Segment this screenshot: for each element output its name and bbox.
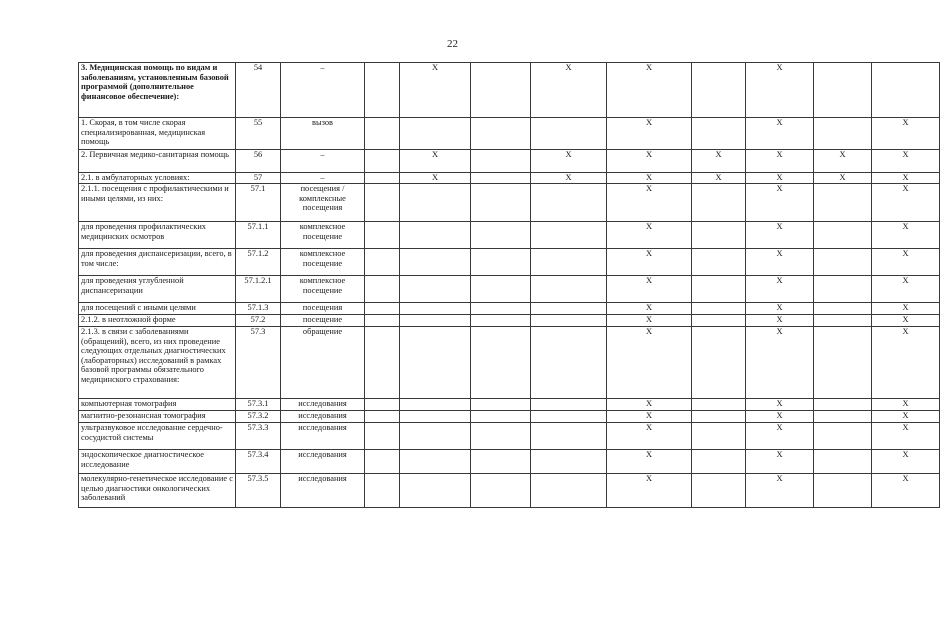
value-cell: X: [814, 173, 872, 184]
value-cell: [531, 303, 607, 315]
value-cell: [692, 399, 746, 411]
row-name-cell: 2.1.1. посещения с профилактическими и иными целями, из них:: [79, 184, 236, 222]
row-unit-cell: комплексное посещение: [281, 276, 365, 303]
value-cell: X: [607, 327, 692, 399]
row-name-cell: 3. Медицинская помощь по видам и заболеваниям, установленным базовой программой (дополнительное финансовое обеспечение):: [79, 63, 236, 118]
row-number-cell: 57.2: [236, 315, 281, 327]
value-cell: [814, 411, 872, 423]
value-cell: [471, 118, 531, 150]
value-cell: [471, 222, 531, 249]
value-cell: [692, 411, 746, 423]
value-cell: X: [400, 173, 471, 184]
value-cell: [400, 249, 471, 276]
value-cell: X: [746, 399, 814, 411]
value-cell: X: [607, 315, 692, 327]
value-cell: X: [746, 184, 814, 222]
value-cell: [814, 450, 872, 474]
row-name-cell: для проведения профилактических медицинских осмотров: [79, 222, 236, 249]
value-cell: [531, 184, 607, 222]
value-cell: X: [400, 63, 471, 118]
row-name-cell: для проведения углубленной диспансеризации: [79, 276, 236, 303]
value-cell: [692, 118, 746, 150]
value-cell: [365, 184, 400, 222]
value-cell: X: [607, 423, 692, 450]
row-unit-cell: посещения: [281, 303, 365, 315]
value-cell: [692, 303, 746, 315]
value-cell: X: [607, 173, 692, 184]
row-number-cell: 57.3: [236, 327, 281, 399]
data-table: [78, 62, 940, 508]
value-cell: [471, 150, 531, 173]
value-cell: X: [872, 303, 940, 315]
value-cell: X: [607, 276, 692, 303]
value-cell: [471, 474, 531, 508]
value-cell: X: [872, 399, 940, 411]
row-number-cell: 57.3.2: [236, 411, 281, 423]
row-number-cell: 54: [236, 63, 281, 118]
table-row: [79, 474, 940, 508]
value-cell: [471, 399, 531, 411]
value-cell: X: [746, 222, 814, 249]
table-row: [79, 118, 940, 150]
value-cell: X: [872, 450, 940, 474]
value-cell: [365, 423, 400, 450]
value-cell: X: [746, 63, 814, 118]
row-name-cell: 1. Скорая, в том числе скорая специализированная, медицинская помощь: [79, 118, 236, 150]
value-cell: [400, 399, 471, 411]
row-unit-cell: исследования: [281, 399, 365, 411]
value-cell: [531, 276, 607, 303]
value-cell: X: [607, 399, 692, 411]
value-cell: [692, 276, 746, 303]
value-cell: [365, 303, 400, 315]
value-cell: [692, 423, 746, 450]
value-cell: X: [872, 276, 940, 303]
value-cell: [365, 411, 400, 423]
table-row: [79, 184, 940, 222]
value-cell: [365, 173, 400, 184]
value-cell: [814, 184, 872, 222]
value-cell: [872, 63, 940, 118]
row-number-cell: 57.1.1: [236, 222, 281, 249]
value-cell: X: [607, 249, 692, 276]
row-unit-cell: комплексное посещение: [281, 249, 365, 276]
row-number-cell: 57.3.4: [236, 450, 281, 474]
value-cell: X: [607, 63, 692, 118]
value-cell: X: [531, 173, 607, 184]
value-cell: [814, 63, 872, 118]
value-cell: X: [531, 150, 607, 173]
value-cell: [365, 150, 400, 173]
value-cell: X: [692, 173, 746, 184]
value-cell: [471, 411, 531, 423]
value-cell: [531, 411, 607, 423]
row-unit-cell: –: [281, 173, 365, 184]
value-cell: [400, 450, 471, 474]
value-cell: X: [607, 411, 692, 423]
value-cell: X: [872, 474, 940, 508]
value-cell: X: [746, 249, 814, 276]
value-cell: [814, 399, 872, 411]
value-cell: [400, 222, 471, 249]
value-cell: [400, 184, 471, 222]
row-name-cell: молекулярно-генетическое исследование с целью диагностики онкологических заболеваний: [79, 474, 236, 508]
value-cell: X: [872, 184, 940, 222]
row-number-cell: 57: [236, 173, 281, 184]
value-cell: [365, 63, 400, 118]
value-cell: X: [872, 423, 940, 450]
value-cell: [365, 327, 400, 399]
value-cell: [471, 303, 531, 315]
row-name-cell: 2.1.2. в неотложной форме: [79, 315, 236, 327]
row-unit-cell: исследования: [281, 423, 365, 450]
table-row: [79, 423, 940, 450]
value-cell: [365, 222, 400, 249]
value-cell: [692, 222, 746, 249]
row-number-cell: 57.1.2: [236, 249, 281, 276]
value-cell: [692, 474, 746, 508]
value-cell: X: [746, 173, 814, 184]
value-cell: [400, 276, 471, 303]
value-cell: [531, 474, 607, 508]
value-cell: [471, 327, 531, 399]
table-row: [79, 303, 940, 315]
row-unit-cell: посещения / комплексные посещения: [281, 184, 365, 222]
page-number: 22: [447, 38, 458, 50]
value-cell: [814, 423, 872, 450]
value-cell: X: [692, 150, 746, 173]
row-unit-cell: –: [281, 63, 365, 118]
value-cell: [531, 222, 607, 249]
row-unit-cell: обращение: [281, 327, 365, 399]
value-cell: [692, 450, 746, 474]
row-name-cell: ультразвуковое исследование сердечно-сосудистой системы: [79, 423, 236, 450]
row-number-cell: 55: [236, 118, 281, 150]
value-cell: X: [607, 184, 692, 222]
value-cell: [692, 249, 746, 276]
value-cell: [814, 249, 872, 276]
value-cell: [531, 315, 607, 327]
value-cell: X: [607, 118, 692, 150]
value-cell: [531, 423, 607, 450]
value-cell: [365, 399, 400, 411]
value-cell: [365, 474, 400, 508]
value-cell: [531, 249, 607, 276]
table-row: [79, 450, 940, 474]
value-cell: X: [872, 222, 940, 249]
table-row: [79, 222, 940, 249]
value-cell: [365, 315, 400, 327]
table-row: [79, 150, 940, 173]
row-unit-cell: исследования: [281, 411, 365, 423]
table-row: [79, 399, 940, 411]
value-cell: [814, 315, 872, 327]
value-cell: X: [746, 327, 814, 399]
value-cell: X: [872, 173, 940, 184]
value-cell: [365, 276, 400, 303]
value-cell: X: [607, 303, 692, 315]
value-cell: [400, 411, 471, 423]
row-name-cell: 2. Первичная медико-санитарная помощь: [79, 150, 236, 173]
row-unit-cell: –: [281, 150, 365, 173]
value-cell: X: [607, 150, 692, 173]
value-cell: X: [872, 315, 940, 327]
value-cell: [400, 118, 471, 150]
table-row: [79, 315, 940, 327]
value-cell: [692, 63, 746, 118]
value-cell: [814, 303, 872, 315]
table-row: [79, 63, 940, 118]
value-cell: [471, 173, 531, 184]
value-cell: X: [872, 327, 940, 399]
row-unit-cell: комплексное посещение: [281, 222, 365, 249]
value-cell: [471, 63, 531, 118]
table-row: [79, 411, 940, 423]
row-name-cell: 2.1. в амбулаторных условиях:: [79, 173, 236, 184]
value-cell: X: [872, 150, 940, 173]
row-name-cell: для проведения диспансеризации, всего, в том числе:: [79, 249, 236, 276]
value-cell: [692, 327, 746, 399]
value-cell: [531, 450, 607, 474]
row-name-cell: магнитно-резонансная томография: [79, 411, 236, 423]
row-name-cell: компьютерная томография: [79, 399, 236, 411]
value-cell: X: [872, 118, 940, 150]
row-number-cell: 57.1.2.1: [236, 276, 281, 303]
value-cell: [365, 450, 400, 474]
value-cell: X: [746, 411, 814, 423]
value-cell: X: [746, 315, 814, 327]
value-cell: X: [400, 150, 471, 173]
value-cell: [471, 249, 531, 276]
value-cell: [400, 474, 471, 508]
value-cell: [814, 327, 872, 399]
row-number-cell: 57.1: [236, 184, 281, 222]
value-cell: [531, 327, 607, 399]
value-cell: [692, 184, 746, 222]
value-cell: [814, 276, 872, 303]
value-cell: X: [872, 249, 940, 276]
row-unit-cell: исследования: [281, 474, 365, 508]
value-cell: [471, 423, 531, 450]
row-number-cell: 57.3.1: [236, 399, 281, 411]
value-cell: X: [607, 450, 692, 474]
row-unit-cell: вызов: [281, 118, 365, 150]
value-cell: X: [607, 222, 692, 249]
value-cell: X: [872, 411, 940, 423]
value-cell: X: [814, 150, 872, 173]
value-cell: [471, 450, 531, 474]
value-cell: X: [531, 63, 607, 118]
row-number-cell: 57.1.3: [236, 303, 281, 315]
value-cell: [471, 315, 531, 327]
table-row: [79, 173, 940, 184]
value-cell: X: [746, 303, 814, 315]
table-row: [79, 327, 940, 399]
value-cell: [471, 276, 531, 303]
value-cell: [814, 118, 872, 150]
value-cell: [400, 423, 471, 450]
row-name-cell: 2.1.3. в связи с заболеваниями (обращений), всего, из них проведение следующих отдельных диагностических (лабораторных) исследований в рамках базовой программы обязательного медицинского страхования:: [79, 327, 236, 399]
value-cell: [400, 315, 471, 327]
table-row: [79, 276, 940, 303]
value-cell: X: [746, 276, 814, 303]
row-number-cell: 56: [236, 150, 281, 173]
value-cell: [814, 474, 872, 508]
value-cell: X: [746, 118, 814, 150]
row-number-cell: 57.3.3: [236, 423, 281, 450]
value-cell: X: [746, 150, 814, 173]
value-cell: [814, 222, 872, 249]
row-unit-cell: посещение: [281, 315, 365, 327]
value-cell: X: [746, 474, 814, 508]
row-name-cell: для посещений с иными целями: [79, 303, 236, 315]
value-cell: [692, 315, 746, 327]
value-cell: [400, 303, 471, 315]
value-cell: [471, 184, 531, 222]
row-name-cell: эндоскопическое диагностическое исследование: [79, 450, 236, 474]
row-number-cell: 57.3.5: [236, 474, 281, 508]
value-cell: [365, 249, 400, 276]
value-cell: [531, 118, 607, 150]
value-cell: [400, 327, 471, 399]
value-cell: X: [746, 423, 814, 450]
table-body: [79, 63, 940, 508]
value-cell: [531, 399, 607, 411]
value-cell: X: [746, 450, 814, 474]
value-cell: X: [607, 474, 692, 508]
value-cell: [365, 118, 400, 150]
row-unit-cell: исследования: [281, 450, 365, 474]
table-row: [79, 249, 940, 276]
